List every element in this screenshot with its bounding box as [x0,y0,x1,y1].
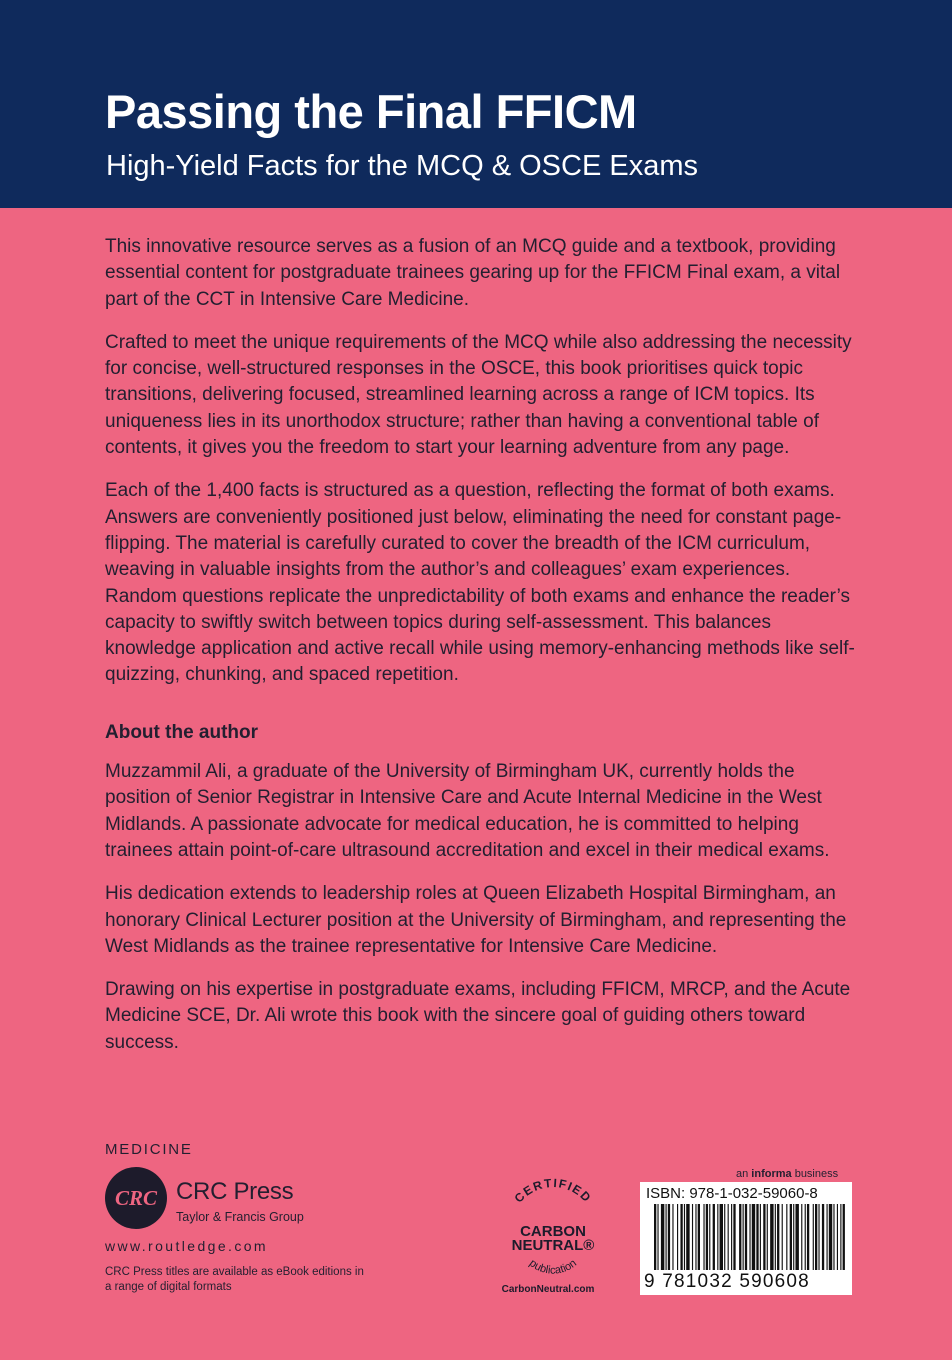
back-cover-text [105,234,865,1073]
barcode-bar [666,1204,667,1270]
author-paragraph-1: Muzzammil Ali, a graduate of the University of Birmingham UK, currently holds the position of Senior Registrar in Intensive Care and Acute Internal Medicine in the West Midlands. A passionate advocate for medical education, he is committed to helping trainees attain point-of-care ultrasound accreditation and excel in their medical exams. [105,761,830,861]
barcode-bar [763,1204,765,1270]
barcode-bar [713,1204,715,1270]
ebook-note: CRC Press titles are available as eBook editions in a range of digital formats [105,1266,364,1293]
svg-text:publication [527,1257,579,1276]
barcode-bar [801,1204,802,1270]
description-paragraph-3: Each of the 1,400 facts is structured as a question, reflecting the format of both exams. Answers are conveniently positioned just below, eliminating the need for constant page-flipping. The material is carefully curated to cover the breadth of the ICM curriculum, weaving in valuable insights from the author’s and colleagues’ exam experiences. Random questions replicate the unpredictability of both exams and enhance the reader’s capacity to swiftly switch between topics during self-assessment. This balances knowledge application and active recall while using memory-enhancing methods like self-quizzing, chunking, and spaced repetition. [105,480,855,686]
barcode-bar [684,1204,685,1270]
barcode-bar [827,1204,828,1270]
barcode-bar [668,1204,670,1270]
barcode-bar [833,1204,834,1270]
barcode-bar [709,1204,710,1270]
barcode-bar [805,1204,806,1270]
barcode-bar [822,1204,824,1270]
barcode-bar [752,1204,755,1270]
barcode-bar [843,1204,845,1270]
barcode-bar [717,1204,718,1270]
barcode-bar [728,1204,729,1270]
author-paragraph-2: His dedication extends to leadership roles at Queen Elizabeth Hospital Birmingham, an honorary Clinical Lecturer position at the University of Birmingham, and representing the West Midlands as the trainee representative for Intensive Care Medicine. [105,883,847,957]
barcode-bar [815,1204,817,1270]
carbon-url-text: CarbonNeutral.com [501,1284,595,1295]
description-paragraph-2: Crafted to meet the unique requirements of the MCQ while also addressing the necessity for concise, well-structured responses in the OSCE, this book prioritises quick topic transitions, delivering focused, streamlined learning across a range of ICM topics. Its uniqueness lies in its unorthodox structure; rather than having a conventional table of contents, it gives you the freedom to start your learning adventure from any page. [105,331,852,459]
barcode-bar [743,1204,744,1270]
carbon-certified-text: CERTIFIED [511,1175,595,1206]
barcode-bar [724,1204,725,1270]
barcode-bar [840,1204,841,1270]
carbon-publication-text: publication [526,1257,580,1277]
barcode-number: 9 781032 590608 [644,1271,810,1292]
barcode-bar [807,1204,809,1270]
barcode-bar [677,1204,678,1270]
carbon-neutral-seal-icon [498,1172,608,1300]
barcode-bar [654,1204,656,1270]
about-author-heading: About the author [105,721,259,743]
carbon-word-text: CARBON [520,1223,586,1240]
barcode-bar [770,1204,773,1270]
book-title: Passing the Final FFICM [105,85,637,138]
barcode-bar [786,1204,787,1270]
barcode-bar [703,1204,704,1270]
barcode-bar [661,1204,664,1270]
barcode-bar [837,1204,838,1270]
barcode-bar [777,1204,779,1270]
barcode-bar [739,1204,741,1270]
crc-logo-text: CRC [114,1186,158,1210]
header-band [0,0,952,208]
author-paragraph-3: Drawing on his expertise in postgraduate exams, including FFICM, MRCP, and the Acute Medicine SCE, Dr. Ali wrote this book with the sincere goal of guiding others toward success. [105,979,851,1053]
crc-press-logo-icon [104,1166,168,1230]
isbn-label: ISBN: 978-1-032-59060-8 [646,1185,818,1202]
description-paragraph-1: This innovative resource serves as a fusion of an MCQ guide and a textbook, providing essential content for postgraduate trainees gearing up for the FFICM Final exam, a vital part of the CCT in Intensive Care Medicine. [105,236,841,310]
barcode-bar [733,1204,735,1270]
publisher-name: CRC Press [176,1178,294,1205]
barcode-bar [818,1204,819,1270]
barcode-bar [720,1204,723,1270]
barcode-bar [790,1204,792,1270]
barcode-bar [760,1204,761,1270]
publisher-group: Taylor & Francis Group [176,1210,304,1224]
barcode-bar [767,1204,768,1270]
barcode-bar [782,1204,783,1270]
barcode-bar [829,1204,832,1270]
barcode-bar [657,1204,658,1270]
neutral-word-text: NEUTRAL® [511,1237,595,1254]
category-label: MEDICINE [105,1141,193,1158]
barcode-bar [680,1204,682,1270]
barcode-bar [795,1204,798,1270]
barcode-bar [706,1204,708,1270]
barcode-bar [793,1204,794,1270]
book-subtitle: High-Yield Facts for the MCQ & OSCE Exams [106,150,698,182]
website-link[interactable]: www.routledge.com [105,1238,268,1254]
barcode-bar [749,1204,750,1270]
barcode-bar [698,1204,700,1270]
svg-text:CERTIFIED [512,1176,595,1206]
barcode-bar [731,1204,732,1270]
barcode-bars-icon [654,1204,848,1270]
barcode-bar [672,1204,673,1270]
barcode-bar [692,1204,693,1270]
isbn-barcode [640,1182,852,1295]
barcode-bar [756,1204,758,1270]
barcode-bar [775,1204,776,1270]
barcode-bar [745,1204,747,1270]
barcode-bar [695,1204,696,1270]
barcode-bar [686,1204,689,1270]
barcode-bar [813,1204,814,1270]
informa-business-label: an informa business [736,1168,839,1180]
